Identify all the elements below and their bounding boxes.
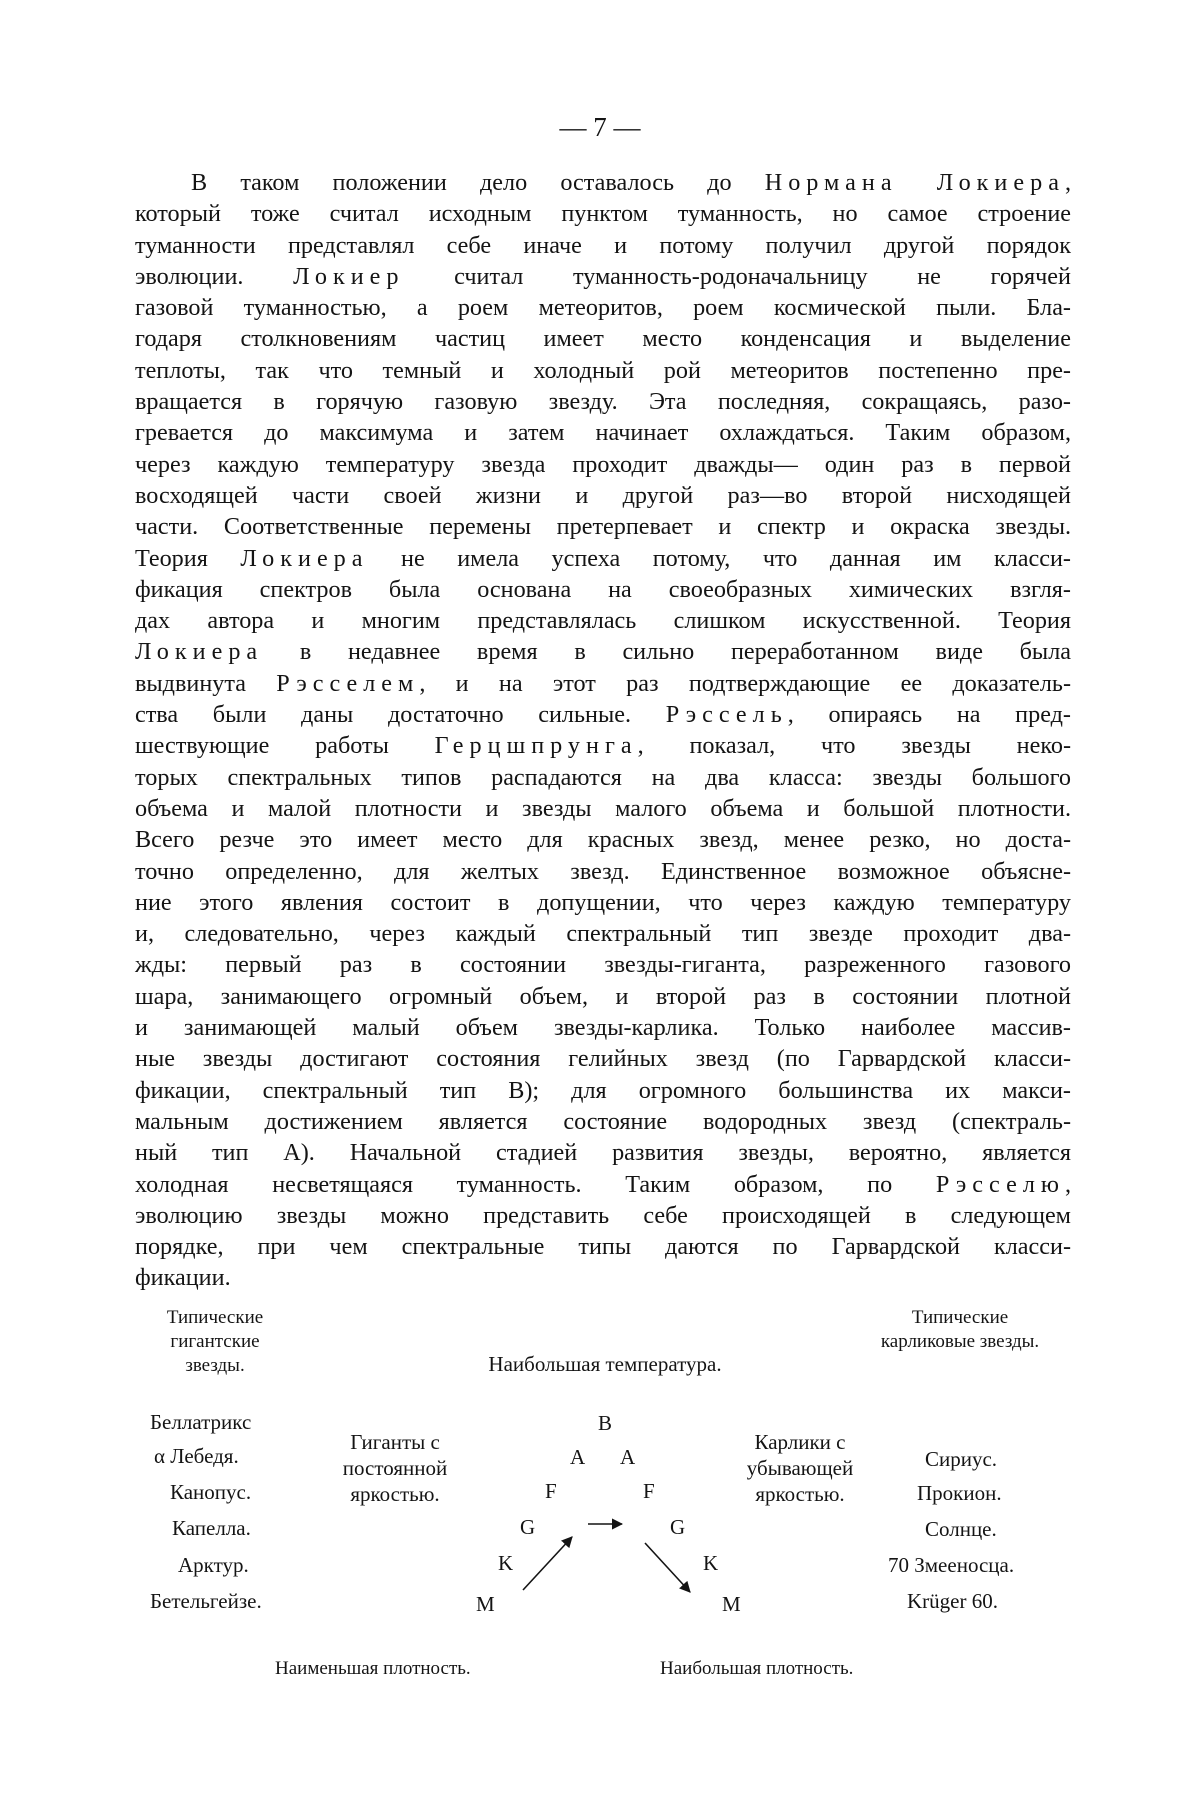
text-line: холодная несветящаяся туманность. Таким образом, по Рэсселю, [135,1170,1071,1198]
body-text [135,167,1071,1294]
page-number: — 7 — [559,112,641,142]
spaced-name: Локиера [240,544,369,572]
text-line: фикации. [135,1264,231,1292]
text-line: вращается в горячую газовую звезду. Эта последняя, сокращаясь, разо- [135,388,1071,416]
text-line: теплоты, так что темный и холодный рой метеоритов постепенно пре- [135,356,1071,384]
dwarf-star-5: Krüger 60. [907,1589,998,1613]
giants-constant-brightness-label: Гиганты с постоянной яркостью. [342,1430,448,1506]
dwarf-branch-G: G [670,1515,686,1539]
giant-branch-G: G [520,1515,536,1539]
spaced-name: Рэсселю [935,1170,1065,1198]
dwarf-star-2: Прокион. [917,1481,1002,1505]
text-line: эволюции. Локиер считал туманность-родоначальницу не горячей [135,262,1071,290]
text-line: восходящей части своей жизни и другой раз—во второй нисходящей [135,481,1071,509]
text-line: части. Соответственные перемены претерпевает и спектр и окраска звезды. [135,513,1071,541]
text-line: Всего резче это имеет место для красных звезд, менее резко, но доста- [135,826,1071,854]
dwarfs-decreasing-brightness-label: Карлики с убывающей яркостью. [746,1430,854,1506]
text-line: через каждую температуру звезда проходит дважды— один раз в первой [135,450,1071,478]
giant-branch-K: K [498,1551,514,1575]
text-line: жды: первый раз в состоянии звезды-гиганта, разреженного газового [135,951,1071,979]
arrow-up-giant-branch [523,1537,572,1590]
text-line: и, следовательно, через каждый спектральный тип звезде проходит два- [135,920,1071,948]
evolution-arrows [0,1310,1200,1750]
text-line: эволюцию звезды можно представить себе происходящей в следующем [135,1201,1071,1229]
text-line: и занимающей малый объем звезды-карлика. Только наиболее массив- [135,1014,1071,1042]
dwarf-branch-M: M [722,1592,741,1616]
giant-branch-F: F [545,1479,557,1503]
text-line: дах автора и многим представлялась слишком искусственной. Теория [135,607,1071,635]
text-line: шара, занимающего огромный объем, и второй раз в состоянии плотной [135,982,1071,1010]
text-line: который тоже считал исходным пунктом туманность, но самое строение [135,200,1071,228]
text-line: шествующие работы Герцшпрунга, показал, что звезды неко- [135,732,1071,760]
evolution-diagram [0,1307,1200,1750]
text-line: порядке, при чем спектральные типы даются по Гарвардской класси- [135,1233,1071,1261]
spaced-name: Локиера [135,638,264,666]
giant-star-6: Бетельгейзе. [150,1589,262,1613]
giant-branch-M: M [476,1592,495,1616]
giant-star-5: Арктур. [178,1553,249,1577]
text-line: ства были даны достаточно сильные. Рэссель, опираясь на пред- [135,701,1071,729]
header-dwarf-stars: Типические карликовые звезды. [880,1307,1040,1352]
spectral-type-B: B [598,1411,613,1435]
arrow-down-dwarf-branch [645,1543,690,1592]
text-line: объема и малой плотности и звезды малого объема и большой плотности. [135,794,1071,822]
dwarf-star-3: Солнце. [925,1517,997,1541]
dwarf-branch-F: F [643,1479,655,1503]
text-line: Теория Локиера не имела успеха потому, что данная им класси- [135,544,1071,572]
text-line: Локиера в недавнее время в сильно переработанном виде была [135,638,1071,666]
giant-branch-A: A [570,1445,586,1469]
text-line: ние этого явления состоит в допущении, что через каждую температуру [135,888,1071,916]
giant-star-2: α Лебедя. [154,1444,239,1468]
text-line: мальным достижением является состояние водородных звезд (спектраль- [135,1107,1071,1135]
dwarf-star-1: Сириус. [925,1447,998,1471]
spaced-name: Рэсселем [276,669,420,697]
text-line: годаря столкновениям частиц имеет место конденсация и выделение [135,325,1071,353]
dwarf-star-4: 70 Змееносца. [888,1553,1015,1577]
giant-star-3: Канопус. [170,1480,252,1504]
spaced-name: Нормана Локиера [764,169,1065,196]
header-giant-stars: Типические гигантские звезды. [166,1307,264,1376]
text-line: выдвинута Рэсселем, и на этот раз подтверждающие ее доказатель- [135,669,1071,697]
spaced-name: Герцшпрунга [434,732,638,760]
text-line: ный тип A). Начальной стадией развития звезды, вероятно, является [135,1139,1071,1167]
text-line: гревается до максимума и затем начинает охлаждаться. Таким образом, [135,419,1071,447]
giant-star-4: Капелла. [172,1516,251,1540]
footer-max-density: Наибольшая плотность. [660,1658,854,1679]
header-max-temperature: Наибольшая температура. [488,1352,722,1376]
text-line: В таком положении дело оставалось до Нормана Локиера, [191,169,1071,196]
text-line: фикации, спектральный тип B); для огромного большинства их макси- [135,1076,1071,1104]
spaced-name: Локиер [293,262,405,290]
giant-star-1: Беллатрикс [150,1410,252,1434]
dwarf-branch-K: K [703,1551,719,1575]
footer-min-density: Наименьшая плотность. [275,1658,471,1679]
text-line: торых спектральных типов распадаются на два класса: звезды большого [135,763,1071,791]
text-line: ные звезды достигают состояния гелийных звезд (по Гарвардской класси- [135,1045,1071,1073]
text-line: газовой туманностью, а роем метеоритов, роем космической пыли. Бла- [135,294,1071,322]
dwarf-branch-A: A [620,1445,636,1469]
text-line: точно определенно, для желтых звезд. Единственное возможное объясне- [135,857,1071,885]
text-line: туманности представлял себе иначе и потому получил другой порядок [135,231,1071,259]
text-line: фикация спектров была основана на своеобразных химических взгля- [135,575,1071,603]
spaced-name: Рэссель [665,701,788,729]
